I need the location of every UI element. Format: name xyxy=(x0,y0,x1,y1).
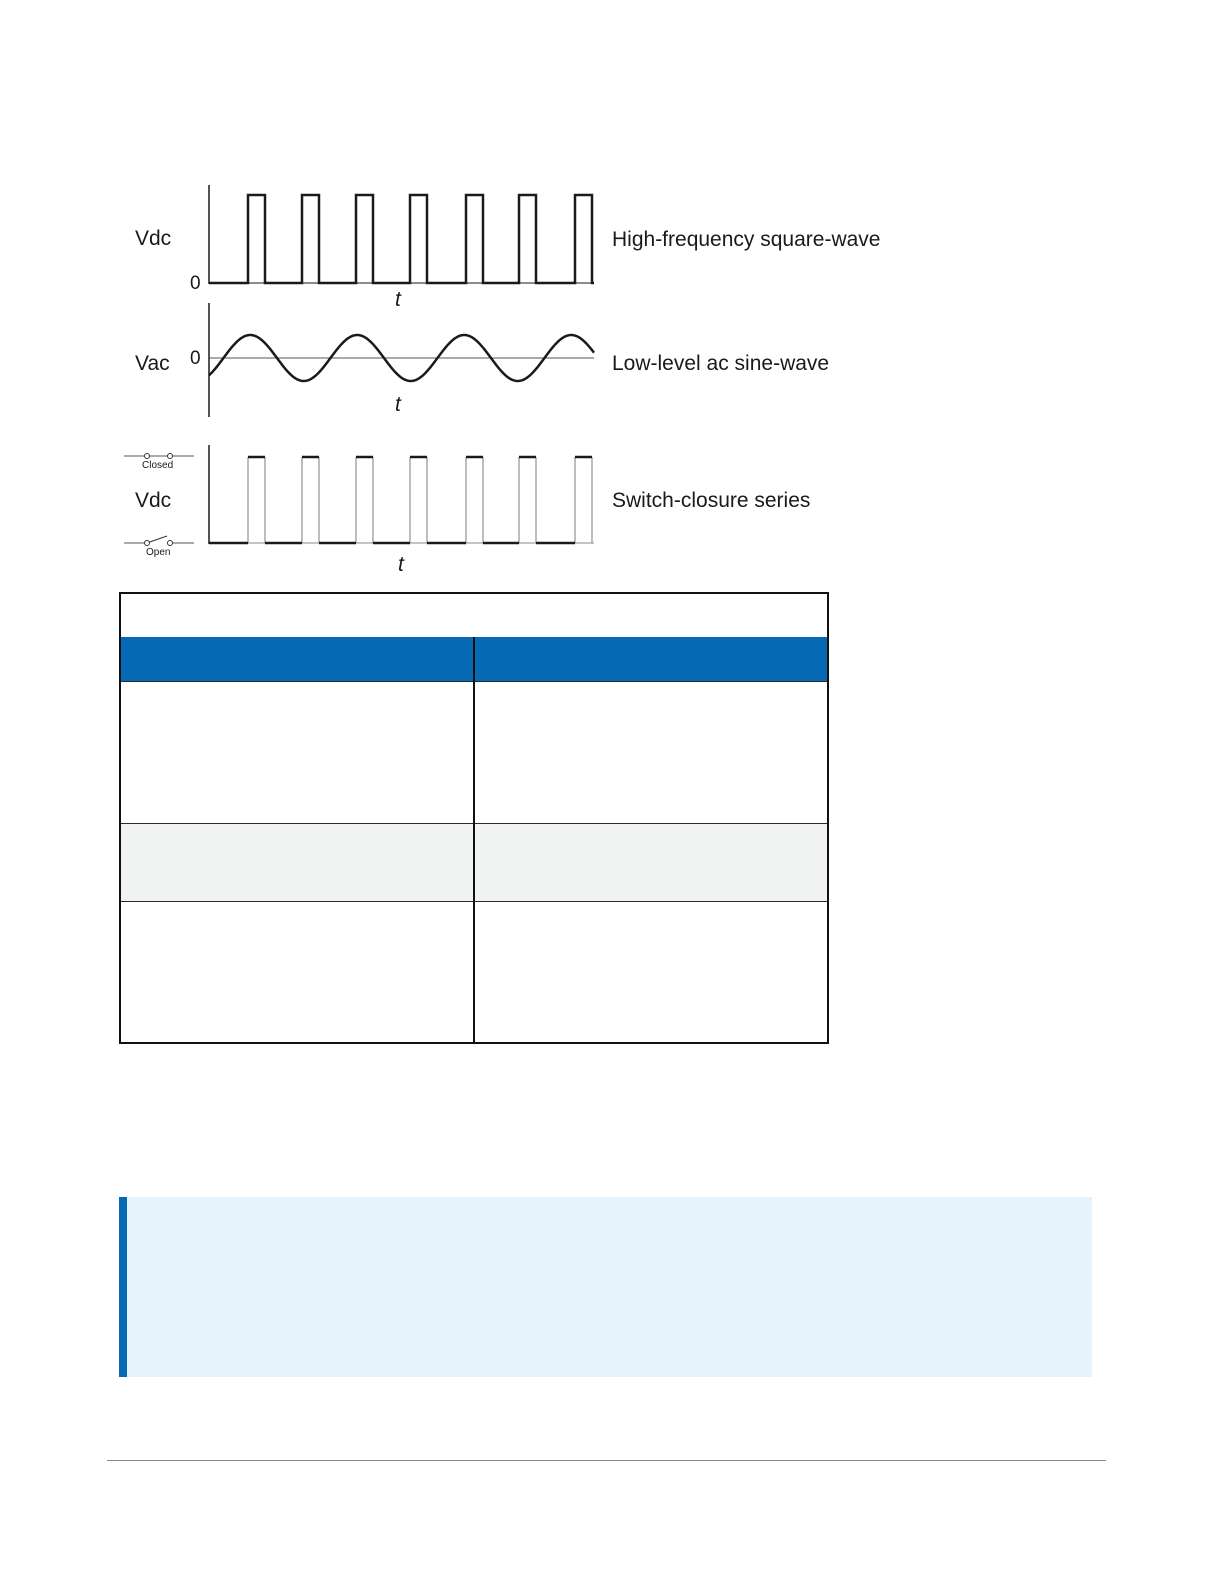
switch-closure-axis-label: Vdc xyxy=(135,489,172,512)
table-caption-row xyxy=(121,594,827,637)
spec-table xyxy=(119,592,829,1044)
square-wave-trace xyxy=(209,195,594,283)
switch-closure-time-label: t xyxy=(398,553,404,576)
sine-wave-panel xyxy=(135,303,829,417)
square-wave-time-label: t xyxy=(395,288,401,311)
square-wave-axis-label: Vdc xyxy=(135,227,172,250)
sine-wave-caption: Low-level ac sine-wave xyxy=(612,352,830,375)
sine-wave-zero-label: 0 xyxy=(190,348,201,369)
table-column-divider xyxy=(473,637,475,1042)
closed-switch-icon xyxy=(124,454,194,459)
switch-closure-caption: Switch-closure series xyxy=(612,489,811,512)
waveform-figure xyxy=(0,0,1225,590)
footer-divider xyxy=(107,1460,1106,1461)
square-wave-zero-label: 0 xyxy=(190,273,201,294)
closed-switch-label: Closed xyxy=(142,460,174,471)
switch-closure-panel xyxy=(124,445,810,576)
sine-wave-axis-label: Vac xyxy=(135,352,170,375)
square-wave-panel xyxy=(135,185,880,311)
open-switch-icon xyxy=(124,536,194,546)
sine-wave-time-label: t xyxy=(395,393,401,416)
switch-closure-edges xyxy=(248,457,592,543)
note-callout xyxy=(119,1197,1092,1377)
open-switch-label: Open xyxy=(146,547,171,558)
square-wave-caption: High-frequency square-wave xyxy=(612,228,881,251)
